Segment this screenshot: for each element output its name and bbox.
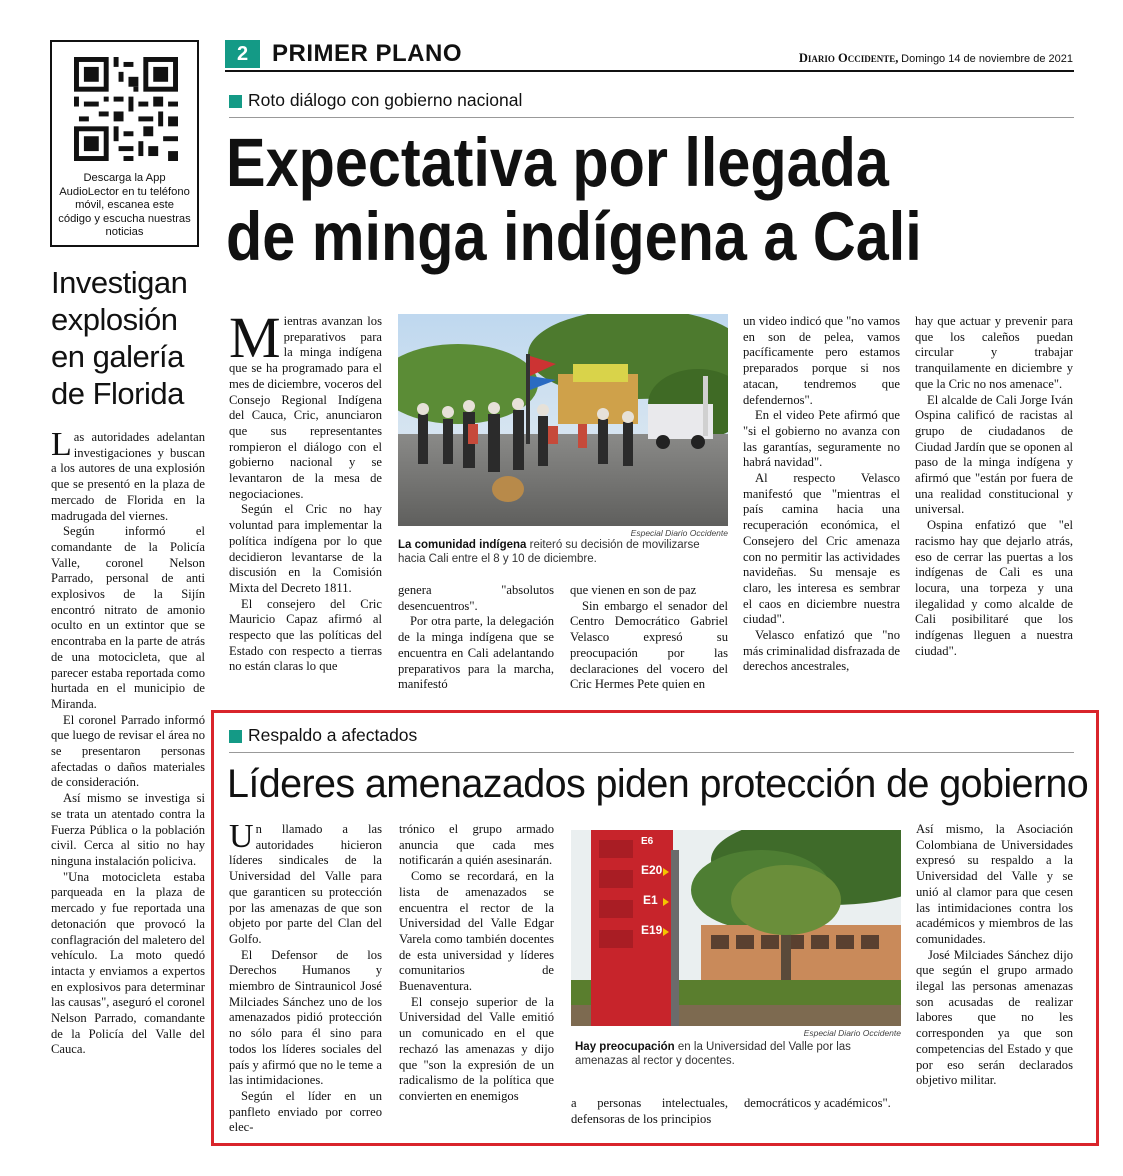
- second-dropcap: U: [229, 818, 254, 855]
- main-kicker: [229, 90, 522, 110]
- main-col2-p1: genera "absolutos desencuentros".: [398, 583, 554, 613]
- kicker-rule: [229, 117, 1074, 118]
- main-headline: [226, 126, 966, 274]
- side-story-body: [51, 426, 205, 1058]
- second-col5-p1: Así mismo, la Asociación Colombiana de Universidades expresó su respaldo a la Universidad del Valle y se unió al clamor para que cesen las intimidaciones contra los académicos y miembros de las comunidades.: [916, 822, 1073, 946]
- main-col1-p2: Según el Cric no hay voluntad para implementar la política indígena por lo que decidieron levantarse de la discusión en la Comisión Mixta del Decreto 1811.: [229, 502, 382, 595]
- main-col5-p2: El alcalde de Cali Jorge Iván Ospina calificó de racistas al grupo de ciudadanos de Ciudad Jardín que se oponen al paso de la minga indígena y afirmó que "están por fuera de una realidad constitucional y universal.: [915, 392, 1073, 517]
- second-col-4: [744, 1096, 901, 1112]
- second-col-5: [916, 822, 1073, 1089]
- side-p5: "Una motocicleta estaba parqueada en la plaza de mercado y fue reportada una detonación que provocó la conflagración del maletero del vehículo. La moto quedó intacta y enviamos a expertos en explosivos para determinar las causas", aseguró el coronel Nelson Parrado, comandante de la Policía del Valle del Cauca.: [51, 869, 205, 1057]
- side-p3: El coronel Parrado informó que luego de revisar el área no se presentaron personas afectadas o daños materiales de consideración.: [51, 712, 205, 790]
- second-photo-caption: [575, 1040, 901, 1068]
- qr-caption: Descarga la App AudioLector en tu teléfono móvil, escanea este código y escucha nuestras noticias: [58, 172, 191, 239]
- univalle-photo-image: [571, 830, 901, 1026]
- minga-photo-image: [398, 314, 728, 526]
- main-headline-line1: Expectativa por llegada: [226, 124, 889, 201]
- qr-box: [50, 40, 199, 247]
- main-caption-bold: La comunidad indígena: [398, 539, 527, 551]
- second-col1-p2: El Defensor de los Derechos Humanos y miembro de Sintraunicol José Milciades Sánchez uno de los amenazados pidió protección no sólo para él sino para todos los líderes sociales del país y afirmó que no le teme a las intimidaciones.: [229, 947, 382, 1088]
- second-caption-rest: en la Universidad del Valle por las amenazas al rector y docentes.: [575, 1041, 851, 1067]
- second-caption-bold: Hay preocupación: [575, 1041, 675, 1053]
- main-col2-p2: Por otra parte, la delegación de la minga indígena que se encuentra en Cali adelantando preparativos para la marcha, manifestó: [398, 614, 554, 692]
- sign-e6: E6: [641, 836, 654, 847]
- second-col-1: [229, 818, 382, 1136]
- page-number: 2: [236, 43, 249, 65]
- side-dropcap: L: [51, 426, 72, 463]
- second-col2-p1: trónico el grupo armado anuncia que cada mes notificarán a quién asesinarán.: [399, 822, 554, 868]
- main-photo-credit: Especial Diario Occidente: [630, 528, 728, 538]
- masthead-dateline: [690, 51, 1073, 66]
- main-caption-rest: reiteró su decisión de movilizarse hacia Cali entre el 8 y 10 de diciembre.: [398, 539, 700, 565]
- second-col2-p2: Como se recordará, en la lista de amenazados se encuentra el rector de la Universidad del Valle Edgar Varela como también docentes de esta universidad y líderes comunitarios de Buenaventura.: [399, 869, 554, 994]
- main-col-3: [570, 583, 728, 693]
- side-p1: as autoridades adelantan investigaciones y buscan a los autores de una explosión que se presentó en la plaza de mercado de Florida en la madrugada del viernes.: [51, 430, 205, 523]
- sign-e1: E1: [643, 893, 658, 907]
- main-col3-p1: que vienen en son de paz: [570, 583, 697, 597]
- main-col1-p3: El consejero del Cric Mauricio Capaz afirmó al respecto que las políticas del Estado con respecto a tierras no están claras lo que: [229, 596, 382, 674]
- second-col-3: [571, 1096, 728, 1127]
- main-col4-p3: Al respecto Velasco manifestó que "mientras el país camina hacia una recuperación económica, el Consejero del Cric amenaza con no permitir las actividades navideñas. Su mensaje es claro, les interesa es sembrar el caos en diciembre nuestra ciudad".: [743, 471, 900, 627]
- section-title: PRIMER PLANO: [272, 40, 463, 67]
- second-col1-p3: Según el líder en un panfleto enviado por correo elec-: [229, 1088, 382, 1135]
- main-col-5: [915, 314, 1073, 659]
- main-col-1: [229, 305, 382, 675]
- second-col5-p2: José Milciades Sánchez dijo que según el grupo armado ilegal las personas amenazas son acusadas de realizar labores que no les corresponden ya que son competencias del Estado y que por eso serán declarados objetivo militar.: [916, 947, 1073, 1088]
- main-col5-p1: hay que actuar y prevenir para que los caleños puedan circular y trabajar tranquilamente en diciembre y que la Cric no nos amenace".: [915, 314, 1073, 391]
- side-p2: Según informó el comandante de la Policía Valle, coronel Nelson Parrado, personal de anti explosivos de la Sijín encontró nitrato de amonio oculto en un extintor que se encontraba en la parte de atrás de una motocicleta, que al parecer estaba reportada como hurtada en el municipio de Miranda.: [51, 524, 205, 711]
- side-headline: Investigan explosión en galería de Florida: [51, 265, 188, 411]
- main-col4-p4: Velasco enfatizó que "no más criminalidad disfrazada de derechos ancestrales,: [743, 628, 901, 674]
- main-col-4: [743, 314, 900, 675]
- header-rule: [225, 70, 1074, 72]
- side-p4: Así mismo se investiga si se trata un atentado contra la Fuerza Pública o la población civil. Cerca al sitio no hay ninguna instalación policiva.: [51, 791, 205, 868]
- sign-e19: E19: [641, 923, 663, 937]
- main-col4-p1: un video indicó que "no vamos en son de pelea, vamos pacíficamente pero estamos preparados porque si nos atacan, tendremos que defendernos".: [743, 314, 900, 407]
- minga-photo: [398, 314, 728, 526]
- main-headline-line2: de minga indígena a Cali: [226, 198, 922, 275]
- main-col1-p1: ientras avanzan los preparativos para la minga indígena que se ha programado para el mes de diciembre, voceros del Consejo Regional Indígena del Cauca, Cric, anunciaron que sus representantes rompieron el diálogo con el gobierno nacional y se levantaron de la mesa de negociaciones.: [229, 314, 382, 501]
- second-col2-p3: El consejo superior de la Universidad del Valle emitió un comunicado en el que rechazó las amenazas y dijo que "son la expresión de un radicalismo de la política que convierten en enemigos: [399, 994, 554, 1103]
- paper-name: Diario Occidente,: [798, 51, 899, 65]
- main-kicker-text: Roto diálogo con gobierno nacional: [248, 90, 523, 110]
- univalle-photo: [571, 830, 901, 1026]
- second-col3-p1: a personas intelectuales, defensoras de los principios: [571, 1096, 728, 1126]
- qr-code-icon[interactable]: [74, 57, 178, 161]
- second-kicker-rule: [229, 752, 1074, 753]
- second-col1-p1: n llamado a las autoridades hicieron líderes sindicales de la Universidad del Valle para que garanticen su protección por las amenazas de que son objeto por parte del Clan del Golfo.: [229, 822, 382, 946]
- second-col4-p1: democráticos y académicos".: [744, 1096, 891, 1110]
- second-headline: Líderes amenazados piden protección de gobierno: [227, 762, 1089, 806]
- second-photo-credit: Especial Diario Occidente: [803, 1028, 901, 1038]
- main-col3-p2: Sin embargo el senador del Centro Democrático Gabriel Velasco expresó su preocupación por las declaraciones del vocero del Cric Hermes Pete quien en: [570, 598, 728, 692]
- page-number-badge: [225, 40, 260, 68]
- kicker-square-icon: [229, 95, 242, 108]
- main-photo-caption: [398, 538, 728, 566]
- main-col4-p2: En el video Pete afirmó que "si el gobierno no avanza con las garantías, seguramente no habrá navidad".: [743, 408, 900, 470]
- main-dropcap: M: [229, 305, 281, 370]
- sign-e20: E20: [641, 863, 663, 877]
- second-kicker-text: Respaldo a afectados: [248, 725, 418, 745]
- main-col-2: [398, 583, 554, 693]
- second-kicker: [229, 725, 417, 745]
- second-col-2: [399, 822, 554, 1105]
- second-kicker-square-icon: [229, 730, 242, 743]
- issue-date: Domingo 14 de noviembre de 2021: [901, 53, 1073, 65]
- main-col5-p3: Ospina enfatizó que "el racismo hay que dejarlo atrás, eso de cerrar las puertas a los indígenas de Cali es una locura, una torpeza y una ilegalidad y como alcalde de Cali posibilitaré que los indígenas lleguen a nuestra ciudad".: [915, 518, 1073, 658]
